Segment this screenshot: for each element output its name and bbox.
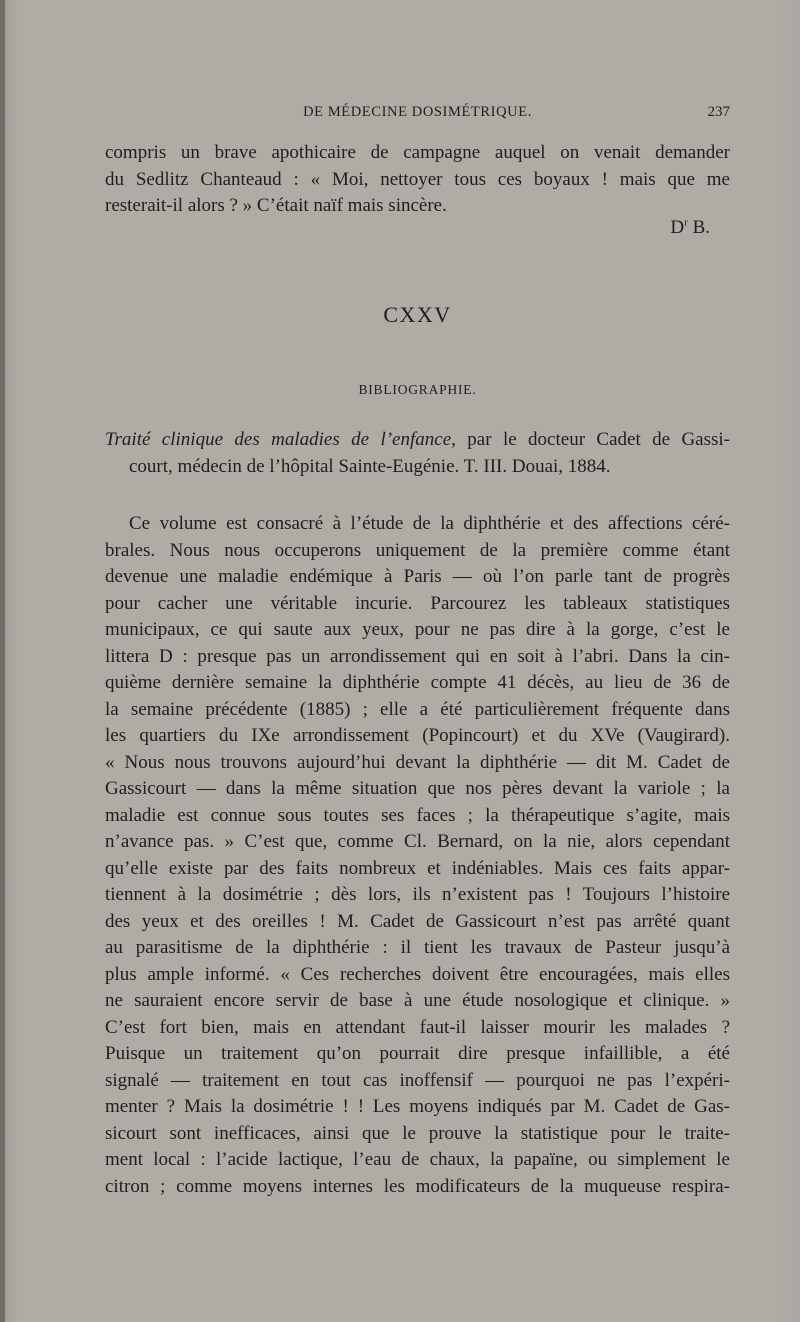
page-binding-edge [0,0,5,1322]
page-number: 237 [707,104,730,120]
intro-paragraph [105,140,730,220]
text-line: municipaux, ce qui saute aux yeux, pour ne pas dire à la gorge, c’est le [105,619,730,640]
text-line: qu’elle existe par des faits nombreux et indéniables. Mais ces faits appar- [105,857,730,879]
text-line: Ce volume est consacré à l’étude de la diphthérie et des affections céré- [129,513,730,534]
running-title: DE MÉDECINE DOSIMÉTRIQUE. [303,104,532,120]
text-line: pour cacher une véritable incurie. Parcourez les tableaux statistiques [105,592,730,614]
text-line: ne sauraient encore servir de base à une étude nosologique et clinique. » [105,990,730,1011]
text-line: Puisque un traitement qu’on pourrait dire presque infaillible, a été [105,1043,730,1064]
text-line: sicourt sont inefficaces, ainsi que le prouve la statistique pour le traite- [105,1122,730,1144]
text-line: n’avance pas. » C’est que, comme Cl. Bernard, on la nie, alors cependant [105,831,730,852]
text-line: quième dernière semaine la diphthérie compte 41 décès, au lieu de 36 de [105,672,730,693]
text-line: du Sedlitz Chanteaud : « Moi, nettoyer tous ces boyaux ! mais que me [105,168,730,190]
text-line: Gassicourt — dans la même situation que nos pères devant la variole ; la [105,778,730,799]
text-line: plus ample informé. « Ces recherches doivent être encouragées, mais elles [105,963,730,985]
signature-prefix: D [670,217,685,238]
chapter-number: CXXV [383,302,452,327]
text-line: tiennent à la dosimétrie ; dès lors, ils n’existent pas ! Toujours l’histoire [105,884,730,905]
text-line: brales. Nous nous occuperons uniquement de la première comme étant [105,539,730,561]
text-line: menter ? Mais la dosimétrie ! ! Les moyens indiqués par M. Cadet de Gas- [105,1096,730,1117]
bibliography-author: par le docteur Cadet de Gassi- [455,429,731,450]
text-line: littera D : presque pas un arrondissement qui en soit à l’abri. Dans la cin- [105,645,730,667]
section-title: BIBLIOGRAPHIE. [358,382,477,397]
text-line: compris un brave apothicaire de campagne auquel on venait demander [105,142,730,163]
text-line: des yeux et des oreilles ! M. Cadet de Gassicourt n’est pas arrêté quant [105,910,730,932]
text-line: la semaine précédente (1885) ; elle a été particulièrement fréquente dans [105,698,730,720]
text-line: « Nous nous trouvons aujourd’hui devant la diphthérie — dit M. Cadet de [105,751,730,773]
bibliography-line: court, médecin de l’hôpital Sainte-Eugénie. T. III. Douai, 1884. [129,456,611,477]
text-line: C’est fort bien, mais en attendant faut-il laisser mourir les malades ? [105,1016,730,1038]
text-line: maladie est connue sous toutes ses faces ; la thérapeutique s’agite, mais [105,804,730,826]
signature-superscript: r [684,216,688,229]
text-line: resterait-il alors ? » C’était naïf mais sincère. [105,195,447,216]
signature [600,217,710,239]
bibliography-entry [105,426,730,480]
text-line: citron ; comme moyens internes les modificateurs de la muqueuse respira- [105,1175,730,1197]
text-line: au parasitisme de la diphthérie : il tient les travaux de Pasteur jusqu’à [105,937,730,958]
bibliography-line [105,426,730,453]
body-paragraph [105,511,730,1200]
book-title: Traité clinique des maladies de l’enfance, [105,429,456,450]
text-line: devenue une maladie endémique à Paris — où l’on parle tant de progrès [105,566,730,587]
signature-initial: B. [687,217,710,238]
page-header [105,104,730,128]
text-line: ment local : l’acide lactique, l’eau de chaux, la papaïne, ou simplement le [105,1149,730,1170]
text-line: signalé — traitement en tout cas inoffensif — pourquoi ne pas l’expéri- [105,1069,730,1091]
text-line: les quartiers du IXe arrondissement (Popincourt) et du XVe (Vaugirard). [105,725,730,746]
